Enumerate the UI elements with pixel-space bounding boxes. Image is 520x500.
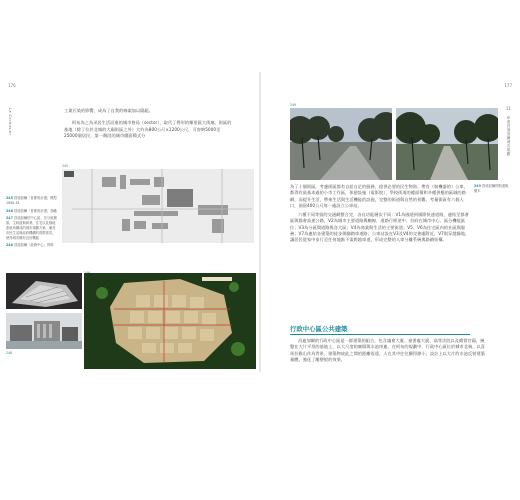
right-para-2: 六種不同等級的交通網整合完，各自功能層次不同：V1為國道到國際快速道路，連結至都會區與都會高速公路，V2為城市主要道路與軸線，道路行經途中，首府在城市中心、區分機能區位；V3為分區間道路與各大區；V4為商業與生活的主要街道；V5、V6為住宅區內的社區與服務；V7為連結各建築的徒步與腳踏車道路；公車站設在V3及V4的交會處附近，V7則穿越綠地，讓居民從家中步行至任何地點不需跨越車道，形成完整的人車分離系統與路網結構。	[290, 212, 470, 243]
left-text-top: 工業污染的影響，成為了自我的線索加以隔絕。	[64, 108, 153, 113]
book-spread	[0, 72, 520, 372]
government-building-photo	[6, 313, 82, 349]
caption-248-no: 248	[6, 243, 13, 248]
right-page-number: 177	[504, 83, 512, 88]
left-body-text	[64, 108, 232, 142]
caption-247-text: 昌迪加爾依中心區、各分區層級、主幹道與商業、住宅以及綠地系統所構成的城市規劃方案，兼具市民生活與政府機構的實際需求，使得城市擁有良好機能	[6, 216, 57, 240]
avenue-photo-2	[396, 108, 498, 180]
caption-246	[6, 209, 58, 214]
left-page-number: 176	[8, 83, 16, 88]
caption-249-no: 249	[474, 184, 481, 188]
caption-249	[474, 184, 510, 194]
caption-246-no: 246	[6, 208, 13, 213]
caption-247	[6, 216, 58, 240]
city-model-photo	[6, 273, 82, 309]
caption-249-text: 昌迪加爾的街道與樹木	[474, 184, 509, 193]
section-heading-rule	[290, 334, 470, 335]
avenue-photo-1	[290, 108, 392, 180]
figure-245-number: 245	[62, 164, 69, 168]
caption-245-text: 昌迪加爾「首都的計畫」模型 1950-51	[6, 196, 57, 205]
right-running-head: 印度昌迪加爾城市規劃	[507, 116, 511, 156]
caption-248	[6, 243, 58, 248]
caption-248-text: 昌迪加爾「政務中心」實際	[13, 243, 54, 248]
site-plan-figure	[62, 169, 254, 243]
right-para-1: 為了十個街區，考慮街區都有自給自足的服務，提供必要的民生物資。帶有（如機器的）公車，都得有最基本過的小市工作區，休憩設施（電影院），學校街道的總面積和多種供應的區域的路網，而提升生活，帶來生活與生活機能的設施，完整的街道與自然的景觀，考量街區有六個入口，預留400公尺每一處設立公車站。	[290, 184, 468, 208]
right-para-3: 昌迪加爾的行政中心區是一群建築的組合，包含議會大廈、祕書處大廈、高等法院以及總督官邸，統整在大片平坦的基地上，以大尺度的廣場與水池串連。在柯布的規劃中，行政中心區位於城市北端，以喜馬拉雅山作為背景，建築物彼此之間的距離很遠，人在其中往往顯得渺小，設計上以大片的水池反射建築量體，強化了雕塑般的效果。	[290, 338, 485, 362]
caption-245-no: 245	[6, 196, 13, 200]
right-body-text-2	[290, 338, 486, 366]
left-page	[0, 72, 260, 372]
left-running-head: Le Corbusier	[8, 108, 12, 136]
caption-246-text: 昌迪加爾「首都的計畫」鳥瞰	[13, 208, 57, 213]
left-captions	[6, 196, 58, 248]
chandigarh-master-plan-figure	[84, 273, 256, 369]
caption-247-no: 247	[6, 216, 13, 221]
right-chapter-number: 11	[505, 106, 511, 111]
right-body-text	[290, 184, 470, 247]
right-page	[260, 72, 520, 372]
figure-248-number: 248	[6, 351, 13, 355]
left-text-para: 柯布為之為采居生活而進的城市格局（sector），取代了傳形的鄰里區大街廓，街區的基地（除了位於北城的大廟街區之外）大約為800公尺×1200公尺，可容納5000至25000個居民，第一階段的城市總面積式分	[64, 120, 232, 138]
caption-245	[6, 196, 58, 206]
figure-249-number: 249	[290, 103, 297, 107]
section-heading: 行政中心區公共建築	[290, 325, 348, 333]
